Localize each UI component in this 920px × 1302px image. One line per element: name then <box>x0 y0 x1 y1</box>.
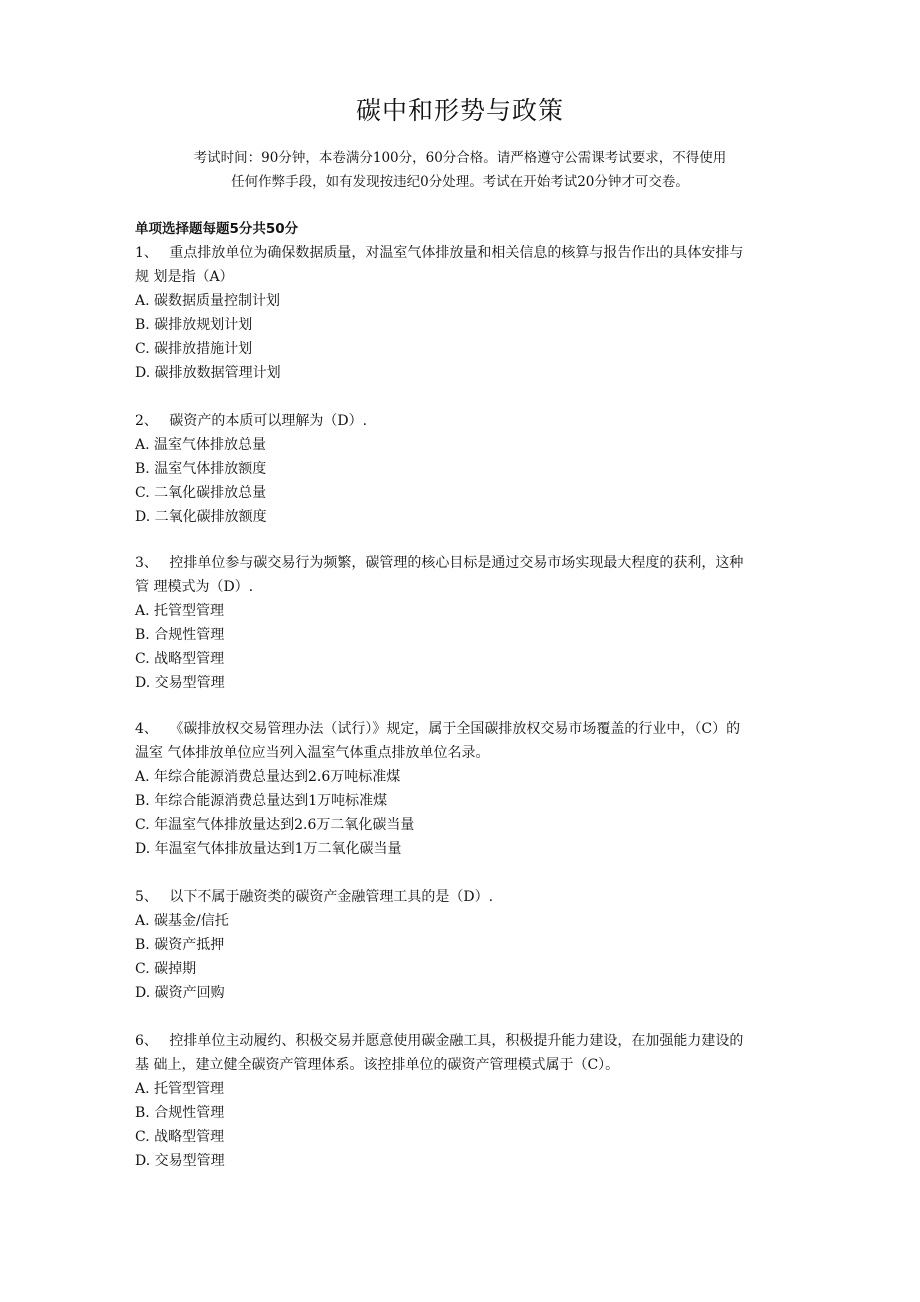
question-6 <box>135 1029 820 1173</box>
exam-notice-line-1: 考试时间：90分钟，本卷满分100分，60分合格。请严格遵守公需课考试要求，不得使用 <box>193 150 727 166</box>
option-d: D. 碳资产回购 <box>135 985 225 1001</box>
question-2 <box>135 409 820 529</box>
option-a: A. 托管型管理 <box>135 1081 225 1097</box>
option-d: D. 二氧化碳排放额度 <box>135 509 267 525</box>
question-text-line-1: 6、 控排单位主动履约、积极交易并愿意使用碳金融工具，积极提升能力建设，在加强能力建设的 <box>135 1033 744 1049</box>
question-text-line-1: 5、 以下不属于融资类的碳资产金融管理工具的是（D）. <box>135 889 494 905</box>
option-b: B. 合规性管理 <box>135 627 225 643</box>
option-b: B. 碳资产抵押 <box>135 937 225 953</box>
option-d: D. 碳排放数据管理计划 <box>135 365 281 381</box>
question-1 <box>135 241 820 385</box>
section-header: 单项选择题每题5分共50分 <box>135 221 299 237</box>
option-d: D. 年温室气体排放量达到1万二氧化碳当量 <box>135 841 402 857</box>
option-a: A. 年综合能源消费总量达到2.6万吨标准煤 <box>135 769 401 785</box>
option-c: C. 战略型管理 <box>135 1129 225 1145</box>
question-text-line-2: 基 础上，建立健全碳资产管理体系。该控排单位的碳资产管理模式属于（C）。 <box>135 1057 620 1073</box>
question-text-line-2: 管 理模式为（D）. <box>135 579 254 595</box>
option-b: B. 碳排放规划计划 <box>135 317 253 333</box>
question-text-line-1: 4、 《碳排放权交易管理办法（试行）》规定，属于全国碳排放权交易市场覆盖的行业中，（C）的 <box>135 721 741 737</box>
question-5 <box>135 885 820 1005</box>
option-b: B. 温室气体排放额度 <box>135 461 267 477</box>
option-c: C. 碳掉期 <box>135 961 197 977</box>
option-d: D. 交易型管理 <box>135 675 225 691</box>
question-3 <box>135 551 820 695</box>
question-text-line-2: 规 划是指（A） <box>135 269 234 285</box>
question-text-line-1: 2、 碳资产的本质可以理解为（D）. <box>135 413 368 429</box>
exam-notice-line-2: 任何作弊手段，如有发现按违纪0分处理。考试在开始考试20分钟才可交卷。 <box>231 174 689 190</box>
question-text-line-1: 1、 重点排放单位为确保数据质量，对温室气体排放量和相关信息的核算与报告作出的具体安排与 <box>135 245 744 261</box>
option-b: B. 合规性管理 <box>135 1105 225 1121</box>
option-a: A. 温室气体排放总量 <box>135 437 267 453</box>
option-d: D. 交易型管理 <box>135 1153 225 1169</box>
option-b: B. 年综合能源消费总量达到1万吨标准煤 <box>135 793 388 809</box>
option-c: C. 碳排放措施计划 <box>135 341 253 357</box>
option-c: C. 二氧化碳排放总量 <box>135 485 267 501</box>
option-c: C. 年温室气体排放量达到2.6万二氧化碳当量 <box>135 817 415 833</box>
option-a: A. 碳基金/信托 <box>135 913 229 929</box>
option-a: A. 托管型管理 <box>135 603 225 619</box>
question-text-line-2: 温室 气体排放单位应当列入温室气体重点排放单位名录。 <box>135 745 490 761</box>
option-c: C. 战略型管理 <box>135 651 225 667</box>
question-text-line-1: 3、 控排单位参与碳交易行为频繁，碳管理的核心目标是通过交易市场实现最大程度的获利，这种 <box>135 555 744 571</box>
option-a: A. 碳数据质量控制计划 <box>135 293 281 309</box>
question-4 <box>135 717 820 861</box>
page-title: 碳中和形势与政策 <box>355 96 564 125</box>
